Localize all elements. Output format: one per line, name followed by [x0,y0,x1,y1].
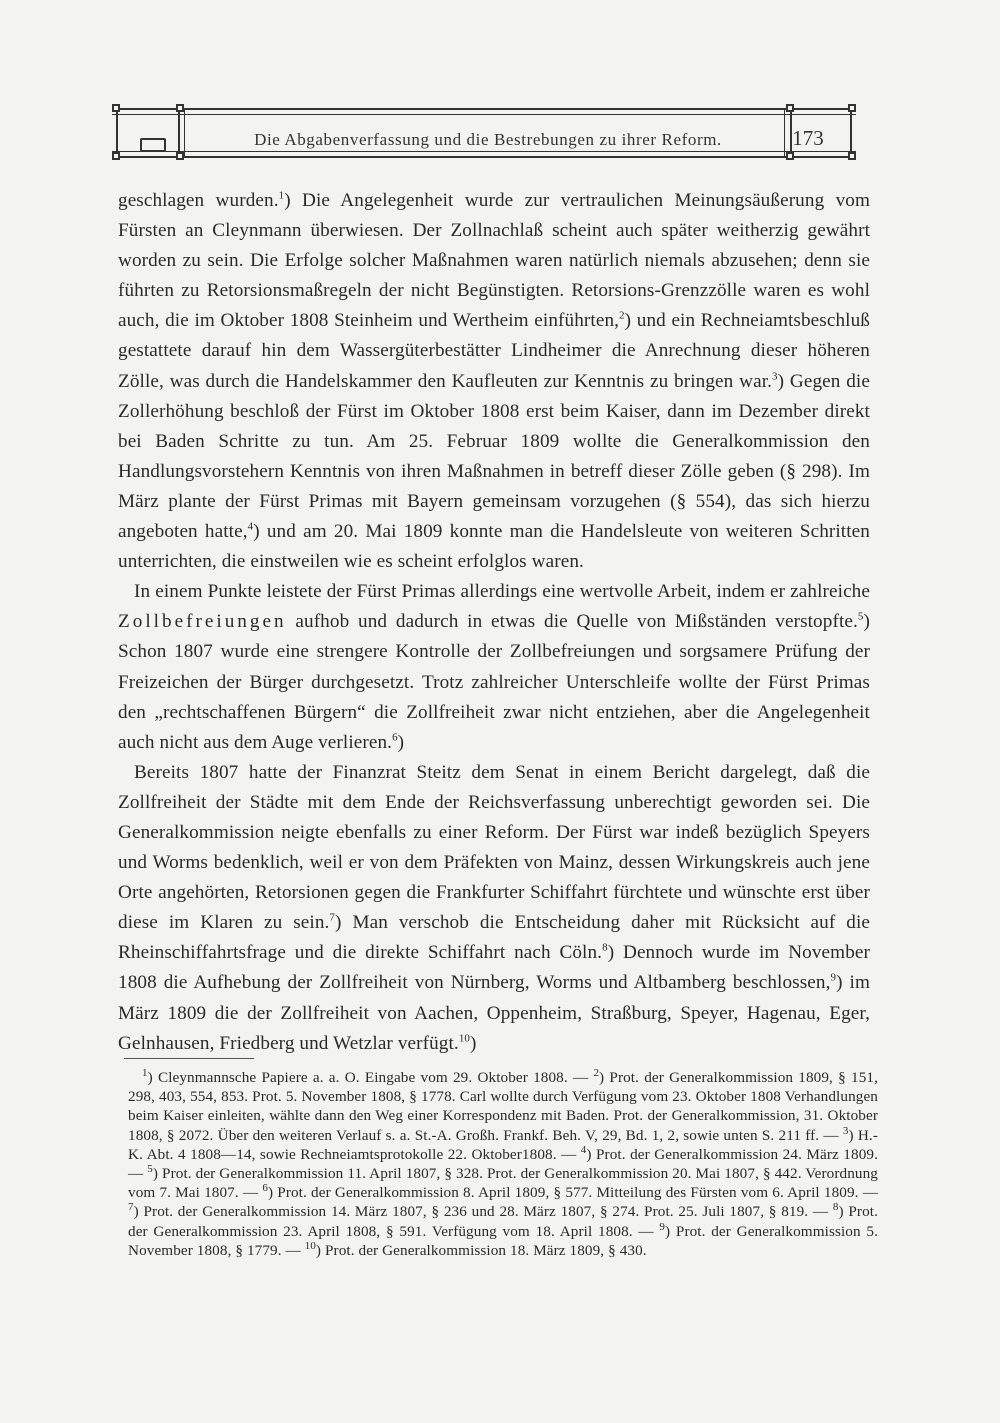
body-text [118,186,870,1059]
emphasized-term: Zollbefreiungen [118,611,287,633]
footnotes [128,1068,878,1260]
running-title: Die Abgabenverfassung und die Bestrebungen zu ihrer Reform. [254,130,722,149]
page-header [112,104,856,162]
paragraph: geschlagen wurden.$^1$) Die Angelegenheit wurde zur vertraulichen Meinungsäußerung vom Fürsten an Cleynmann überwiesen. Der Zollnachlaß scheint auch später weitherzig gewährt worden zu sein. Die Erfolge solcher Maßnahmen waren natürlich niemals abzusehen; denn sie führten zu Retorsionsmaßregeln der nicht Begünstigten. Retorsions-Grenzzölle waren es wohl auch, die im Oktober 1808 Steinheim und Wertheim einführten,$^2$) und ein Rechneiamtsbeschluß gestattete darauf hin dem Wassergüterbestätter Lindheimer die Anrechnung dieser höheren Zölle, was durch die Handelskammer den Kaufleuten zur Kenntnis zu bringen war.$^3$) Gegen die Zollerhöhung beschloß der Fürst im Oktober 1808 erst beim Kaiser, dann im Dezember direkt bei Baden Schritte zu tun. Am 25. Februar 1809 wollte die Generalkommission den Handlungsvorstehern Kenntnis von ihren Maßnahmen in betreff dieser Zölle geben (§ 298). Im März plante der Fürst Primas mit Bayern gemeinsam vorzugehen (§ 554), das sich hierzu angeboten hatte,$^4$) und am 20. Mai 1809 konnte man die Handelsleute von weiteren Schritten unterrichten, die einstweilen wie es scheint erfolglos waren. [118,189,870,573]
ornament-box-icon [140,138,166,152]
paragraph: In einem Punkte leistete der Fürst Primas allerdings eine wertvolle Arbeit, indem er zahlreiche Zollbefreiungen aufhob und dadurch in etwas die Quelle von Mißständen verstopfte.$^5$) Schon 1807 wurde eine strengere Kontrolle der Zollbefreiungen und sorgsamere Prüfung der Freizeichen der Bürger durchgesetzt. Trotz zahlreicher Unterschleife wollte der Fürst Primas den „rechtschaffenen Bürgern“ die Zollfreiheit zwar nicht entziehen, aber die Angelegenheit auch nicht aus dem Auge verlieren.$^6$) [118,581,870,753]
paragraph: Bereits 1807 hatte der Finanzrat Steitz dem Senat in einem Bericht dargelegt, daß die Zollfreiheit der Städte mit dem Ende der Reichsverfassung unberechtigt geworden sei. Die Generalkommission neigte ebenfalls zu einer Reform. Der Fürst war indeß bezüglich Speyers und Worms bedenklich, weil er von dem Präfekten von Mainz, dessen Wirkungskreis auch jene Orte angehörten, Retorsionen gegen die Frankfurter Schiffahrt fürchtete und wünschte erst über diese im Klaren zu sein.$^7$) Man verschob die Entscheidung daher mit Rücksicht auf die Rheinschiffahrtsfrage und die direkte Schiffahrt nach Cöln.$^8$) Dennoch wurde im November 1808 die Aufhebung der Zollfreiheit von Nürnberg, Worms und Altbamberg beschlossen,$^9$) im März 1809 die der Zollfreiheit von Aachen, Oppenheim, Straßburg, Speyer, Hagenau, Eger, Gelnhausen, Friedberg und Wetzlar verfügt.$^{10}$) [118,761,870,1054]
footnote-block: $^1$) Cleynmannsche Papiere a. a. O. Eingabe vom 29. Oktober 1808. — $^2$) Prot. der Generalkommission 1809, § 151, 298, 403, 554, 853. Prot. 5. November 1808, § 1778. Carl wollte durch Verfügung vom 23. Oktober 1808 Verhandlungen beim Kaiser einleiten, wählte dann den Weg einer Korrespondenz mit Baden. Prot. der Generalkommission, 31. Oktober 1808, § 2072. Über den weiteren Verlauf s. a. St.-A. Großh. Frankf. Beh. V, 29, Bd. 1, 2, sowie unten S. 211 ff. — $^3$) H.-K. Abt. 4 1808—14, sowie Rechneiamtsprotokolle 22. Oktober1808. — $^4$) Prot. der Generalkommission 24. März 1809. — $^5$) Prot. der Generalkommission 11. April 1807, § 328. Prot. der Generalkommission 20. Mai 1807, § 442. Verordnung vom 7. Mai 1807. — $^6$) Prot. der Generalkommission 8. April 1809, § 577. Mitteilung des Fürsten vom 6. April 1809. — $^7$) Prot. der Generalkommission 14. März 1807, § 236 und 28. März 1807, § 274. Prot. 25. Juli 1807, § 819. — $^8$) Prot. der Generalkommission 23. April 1808, § 591. Verfügung vom 18. April 1808. — $^9$) Prot. der Generalkommission 5. November 1808, § 1779. — $^{10}$) Prot. der Generalkommission 18. März 1809, § 430. [128,1066,879,1259]
footnote-rule [124,1058,254,1059]
page-number: 173 [792,126,824,150]
